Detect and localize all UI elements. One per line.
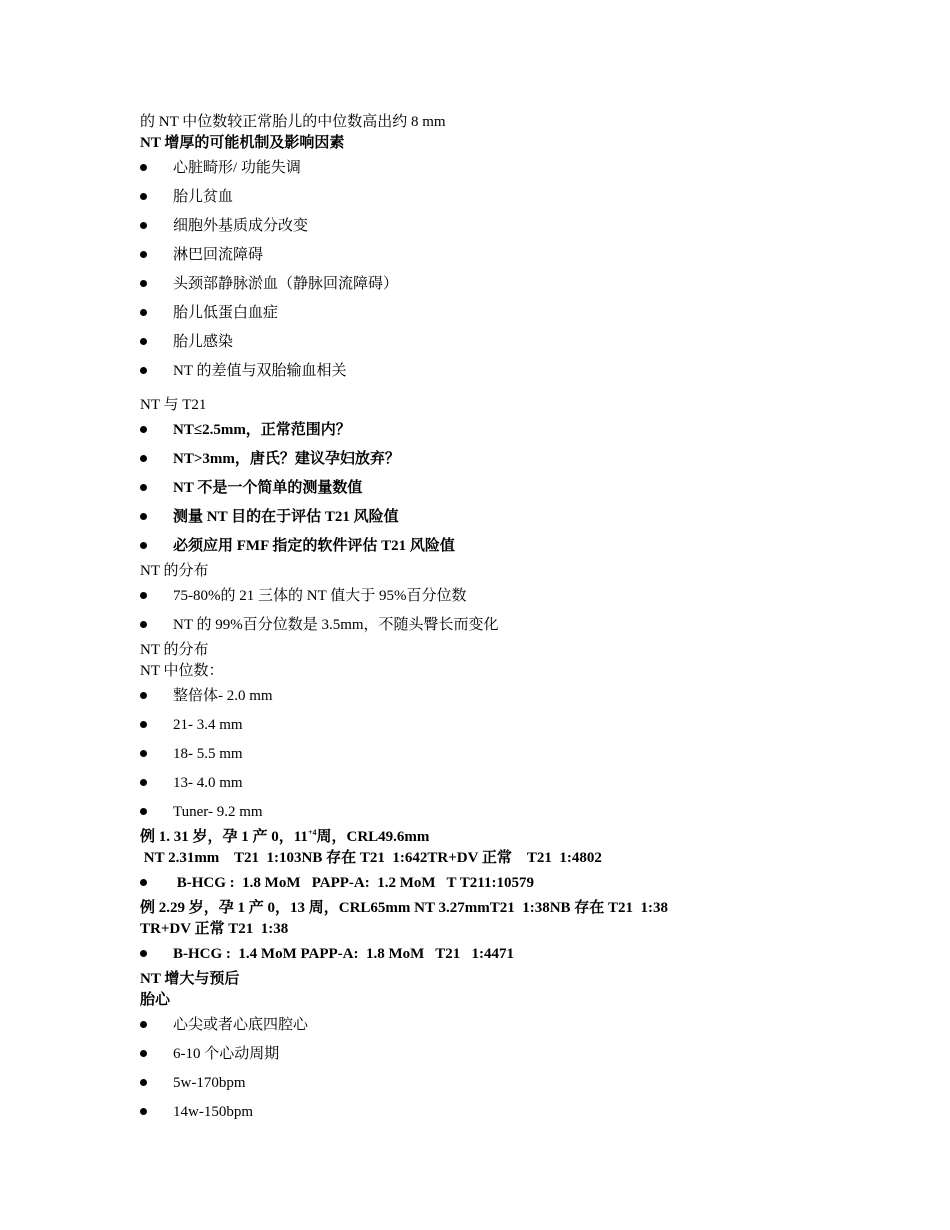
bullet-icon [140, 280, 147, 287]
document-page [140, 112, 880, 1127]
bullet-icon [140, 309, 147, 316]
list-item: 心脏畸形/ 功能失调 [140, 154, 880, 183]
bullet-icon [140, 338, 147, 345]
bullet-icon [140, 426, 147, 433]
bullet-icon [140, 484, 147, 491]
list-item: 淋巴回流障碍 [140, 241, 880, 270]
heart-list [140, 1011, 880, 1127]
list-item: 胎儿贫血 [140, 183, 880, 212]
list-item: 21- 3.4 mm [140, 711, 880, 740]
bullet-icon [140, 808, 147, 815]
list-item: NT 不是一个简单的测量数值 [140, 474, 880, 503]
list-item: 14w-150bpm [140, 1098, 880, 1127]
bullet-icon [140, 1050, 147, 1057]
bullet-icon [140, 193, 147, 200]
list-item: NT 的差值与双胎输血相关 [140, 357, 880, 386]
bullet-icon [140, 950, 147, 957]
list-item: 胎儿感染 [140, 328, 880, 357]
list-item: 75-80%的 21 三体的 NT 值大于 95%百分位数 [140, 582, 880, 611]
bullet-icon [140, 367, 147, 374]
case1-line1: 例 1. 31 岁，孕 1 产 0，$11^{+4}$周，CRL49.6mm [140, 828, 430, 845]
bullet-icon [140, 1021, 147, 1028]
mechanism-heading: NT 增厚的可能机制及影响因素 [140, 135, 345, 151]
median-heading-2: NT 中位数： [140, 663, 224, 679]
list-item: 胎儿低蛋白血症 [140, 299, 880, 328]
list-item: 13- 4.0 mm [140, 769, 880, 798]
list-item: 5w-170bpm [140, 1069, 880, 1098]
bullet-icon [140, 779, 147, 786]
case2-line1: 例 2.29 岁，孕 1 产 0，13 周，CRL65mm NT 3.27mmT21 1:38NB 存在 T21 1:38 [140, 900, 669, 916]
bullet-icon [140, 750, 147, 757]
list-item: B-HCG : 1.4 MoM PAPP-A: 1.8 MoM T21 1:4471 [140, 940, 880, 969]
list-item: 心尖或者心底四腔心 [140, 1011, 880, 1040]
bullet-icon [140, 621, 147, 628]
list-item: NT>3mm，唐氏？建议孕妇放弃？ [140, 445, 880, 474]
list-item: NT≤2.5mm，正常范围内？ [140, 416, 880, 445]
bullet-icon [140, 251, 147, 258]
case2-line2: TR+DV 正常 T21 1:38 [140, 921, 289, 937]
bullet-icon [140, 721, 147, 728]
distribution-heading: NT 的分布 [140, 563, 209, 579]
bullet-icon [140, 692, 147, 699]
t21-list [140, 416, 880, 561]
bullet-icon [140, 164, 147, 171]
median-heading-1: NT 的分布 [140, 642, 209, 658]
list-item: 测量 NT 目的在于评估 T21 风险值 [140, 503, 880, 532]
intro-line: 的 NT 中位数较正常胎儿的中位数高出约 8 mm [140, 114, 446, 130]
list-item: Tuner- 9.2 mm [140, 798, 880, 827]
bullet-icon [140, 1108, 147, 1115]
prognosis-heading: NT 增大与预后 [140, 971, 240, 987]
list-item: B-HCG : 1.8 MoM PAPP-A: 1.2 MoM T T211:10579 [140, 869, 880, 898]
bullet-icon [140, 542, 147, 549]
bullet-icon [140, 879, 147, 886]
list-item: 整倍体- 2.0 mm [140, 682, 880, 711]
list-item: NT 的 99%百分位数是 3.5mm，不随头臀长而变化 [140, 611, 880, 640]
median-list [140, 682, 880, 827]
t21-heading: NT 与 T21 [140, 397, 207, 413]
distribution-list [140, 582, 880, 640]
list-item: 头颈部静脉淤血（静脉回流障碍） [140, 270, 880, 299]
case1-list [140, 869, 880, 898]
bullet-icon [140, 1079, 147, 1086]
bullet-icon [140, 222, 147, 229]
list-item: 必须应用 FMF 指定的软件评估 T21 风险值 [140, 532, 880, 561]
list-item: 18- 5.5 mm [140, 740, 880, 769]
case2-list [140, 940, 880, 969]
bullet-icon [140, 592, 147, 599]
bullet-icon [140, 513, 147, 520]
case1-line2: NT 2.31mm T21 1:103NB 存在 T21 1:642TR+DV 正常 T21 1:4802 [140, 850, 602, 866]
bullet-icon [140, 455, 147, 462]
list-item: 细胞外基质成分改变 [140, 212, 880, 241]
heart-heading: 胎心 [140, 992, 171, 1008]
list-item: 6-10 个心动周期 [140, 1040, 880, 1069]
mechanism-list [140, 154, 880, 386]
